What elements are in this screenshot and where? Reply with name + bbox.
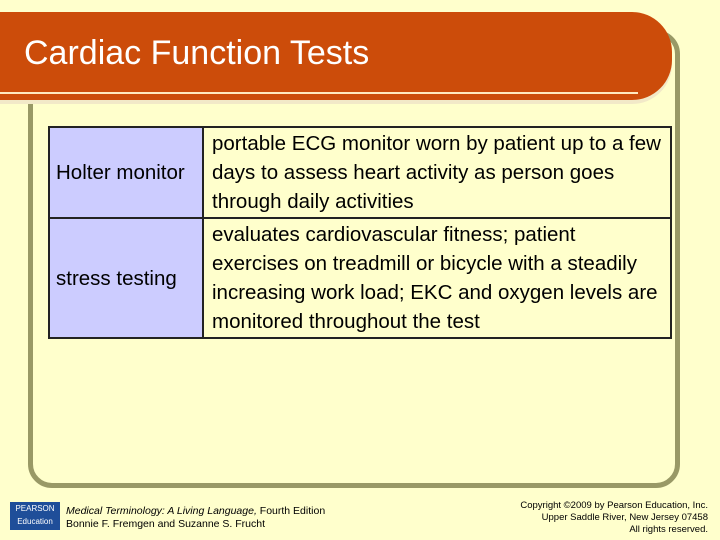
term-cell: stress testing	[49, 218, 203, 338]
book-authors: Bonnie F. Fremgen and Suzanne S. Frucht	[66, 518, 266, 530]
title-underline	[0, 92, 638, 94]
slide-title: Cardiac Function Tests	[24, 34, 370, 72]
cardiac-tests-table	[48, 126, 672, 339]
logo-text-top: PEARSON	[15, 504, 55, 513]
footer-copyright	[520, 500, 708, 536]
copyright-line: Upper Saddle River, New Jersey 07458	[541, 512, 708, 523]
definition-cell: portable ECG monitor worn by patient up to a few days to assess heart activity as person goes through daily activities	[203, 127, 671, 218]
logo-text-bottom: Education	[17, 517, 53, 526]
book-edition: Fourth Edition	[256, 505, 326, 517]
footer-citation	[66, 505, 325, 531]
table-row	[49, 218, 671, 338]
term-cell: Holter monitor	[49, 127, 203, 218]
copyright-line: Copyright ©2009 by Pearson Education, Inc.	[520, 500, 708, 511]
book-title: Medical Terminology: A Living Language,	[66, 505, 257, 517]
table-row	[49, 127, 671, 218]
copyright-line: All rights reserved.	[629, 524, 708, 535]
definition-cell: evaluates cardiovascular fitness; patient exercises on treadmill or bicycle with a steadily increasing work load; EKC and oxygen levels are monitored throughout the test	[203, 218, 671, 338]
pearson-logo	[10, 502, 60, 530]
